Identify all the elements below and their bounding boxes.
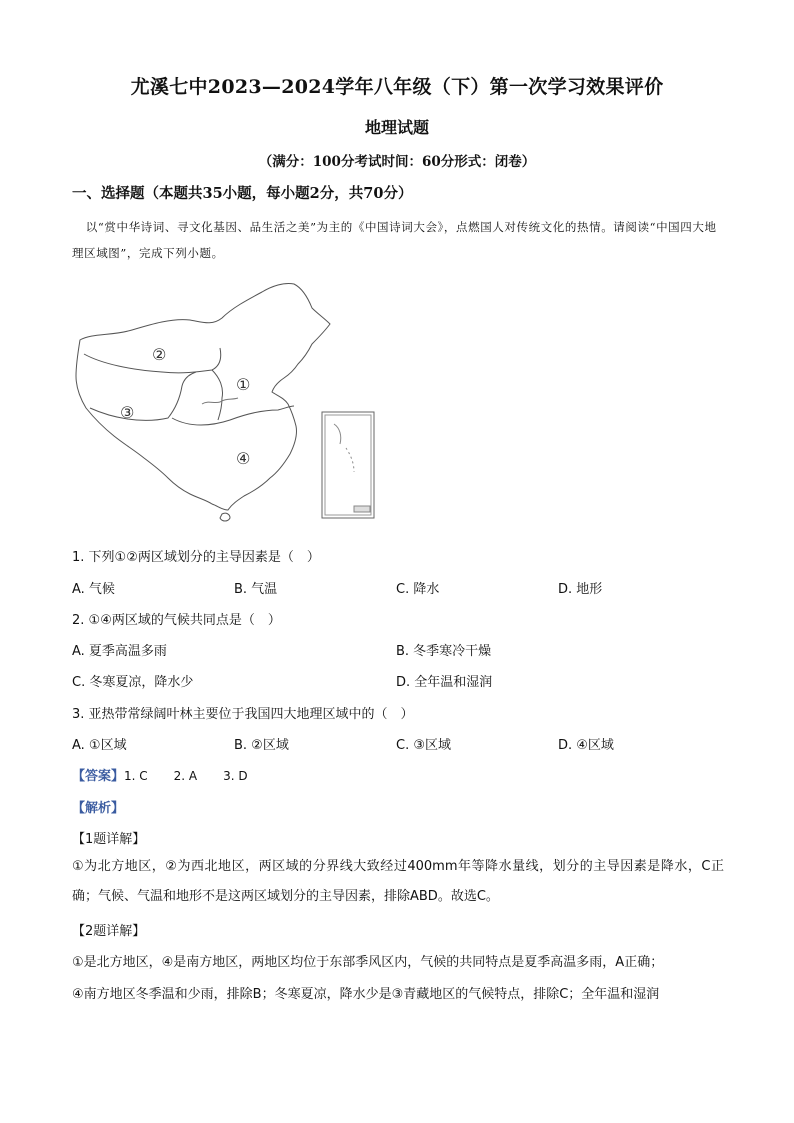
answer-2: 2. A bbox=[173, 769, 198, 783]
q1-option-b[interactable]: B. 气温 bbox=[234, 582, 278, 597]
q3-option-b[interactable]: B. ②区域 bbox=[234, 738, 289, 753]
boundary-north-inner bbox=[212, 370, 223, 420]
q1-detail-text: ①为北方地区，②为西北地区，两区域的分界线大致经过400mm年等降水量线，划分的主导因素是降水，C正确；气候、气温和地形不是这两区域划分的主导因素，排除ABD。故选C。 bbox=[72, 859, 724, 904]
question-2-stem: 2. ①④两区域的气候共同点是（ ） bbox=[72, 613, 281, 628]
answer-label: 【答案】 bbox=[72, 769, 125, 784]
q1-option-d[interactable]: D. 地形 bbox=[558, 582, 603, 597]
boundary-north-south bbox=[172, 406, 294, 425]
river-line bbox=[202, 398, 238, 404]
q2-option-b[interactable]: B. 冬季寒冷干燥 bbox=[396, 644, 492, 659]
south-china-sea-inset bbox=[322, 412, 374, 518]
question-3-stem: 3. 亚热带常绿阔叶林主要位于我国四大地理区域中的（ ） bbox=[72, 707, 414, 722]
q3-option-d[interactable]: D. ④区域 bbox=[558, 738, 614, 753]
q2-option-d[interactable]: D. 全年温和湿润 bbox=[396, 675, 493, 690]
boundary-qinghai-tibet bbox=[90, 372, 196, 420]
region-label-4: ④ bbox=[236, 449, 251, 468]
answer-line bbox=[72, 765, 248, 784]
q3-option-a[interactable]: A. ①区域 bbox=[72, 738, 127, 753]
hainan-island bbox=[220, 513, 230, 521]
exam-info: （满分：100分考试时间：60分形式：闭卷） bbox=[258, 154, 536, 170]
q3-option-c[interactable]: C. ③区域 bbox=[396, 738, 451, 753]
region-label-1: ① bbox=[236, 375, 251, 394]
analysis-label: 【解析】 bbox=[72, 801, 125, 816]
region-label-2: ② bbox=[152, 345, 167, 364]
answer-3: 3. D bbox=[223, 769, 248, 783]
answer-1: 1. C bbox=[124, 769, 148, 783]
q2-option-a[interactable]: A. 夏季高温多雨 bbox=[72, 644, 167, 659]
subject-title: 地理试题 bbox=[364, 118, 429, 137]
reading-intro: 以“赏中华诗词、寻文化基因、品生活之美”为主的《中国诗词大会》，点燃国人对传统文化的热情。请阅读“中国四大地理区域图”，完成下列小题。 bbox=[72, 220, 717, 260]
exam-title: 尤溪七中2023—2024学年八年级（下）第一次学习效果评价 bbox=[130, 76, 664, 98]
q2-detail-line-2: ④南方地区冬季温和少雨，排除B；冬寒夏凉，降水少是③青藏地区的气候特点，排除C；全年温和湿润 bbox=[72, 987, 660, 1002]
q1-option-a[interactable]: A. 气候 bbox=[72, 582, 115, 597]
q1-option-c[interactable]: C. 降水 bbox=[396, 582, 440, 597]
question-1-stem: 1. 下列①②两区域划分的主导因素是（ ） bbox=[72, 550, 320, 565]
q2-detail-heading: 【2题详解】 bbox=[72, 924, 146, 939]
region-label-3: ③ bbox=[120, 403, 135, 422]
china-regions-map bbox=[72, 278, 382, 524]
q2-detail-line-1: ①是北方地区，④是南方地区，两地区均位于东部季风区内，气候的共同特点是夏季高温多雨，A正确； bbox=[72, 955, 664, 970]
china-outline bbox=[76, 283, 330, 510]
q1-detail-heading: 【1题详解】 bbox=[72, 832, 146, 847]
section-heading: 一、选择题（本题共35小题，每小题2分，共70分） bbox=[72, 185, 413, 202]
q2-option-c[interactable]: C. 冬寒夏凉，降水少 bbox=[72, 675, 194, 690]
